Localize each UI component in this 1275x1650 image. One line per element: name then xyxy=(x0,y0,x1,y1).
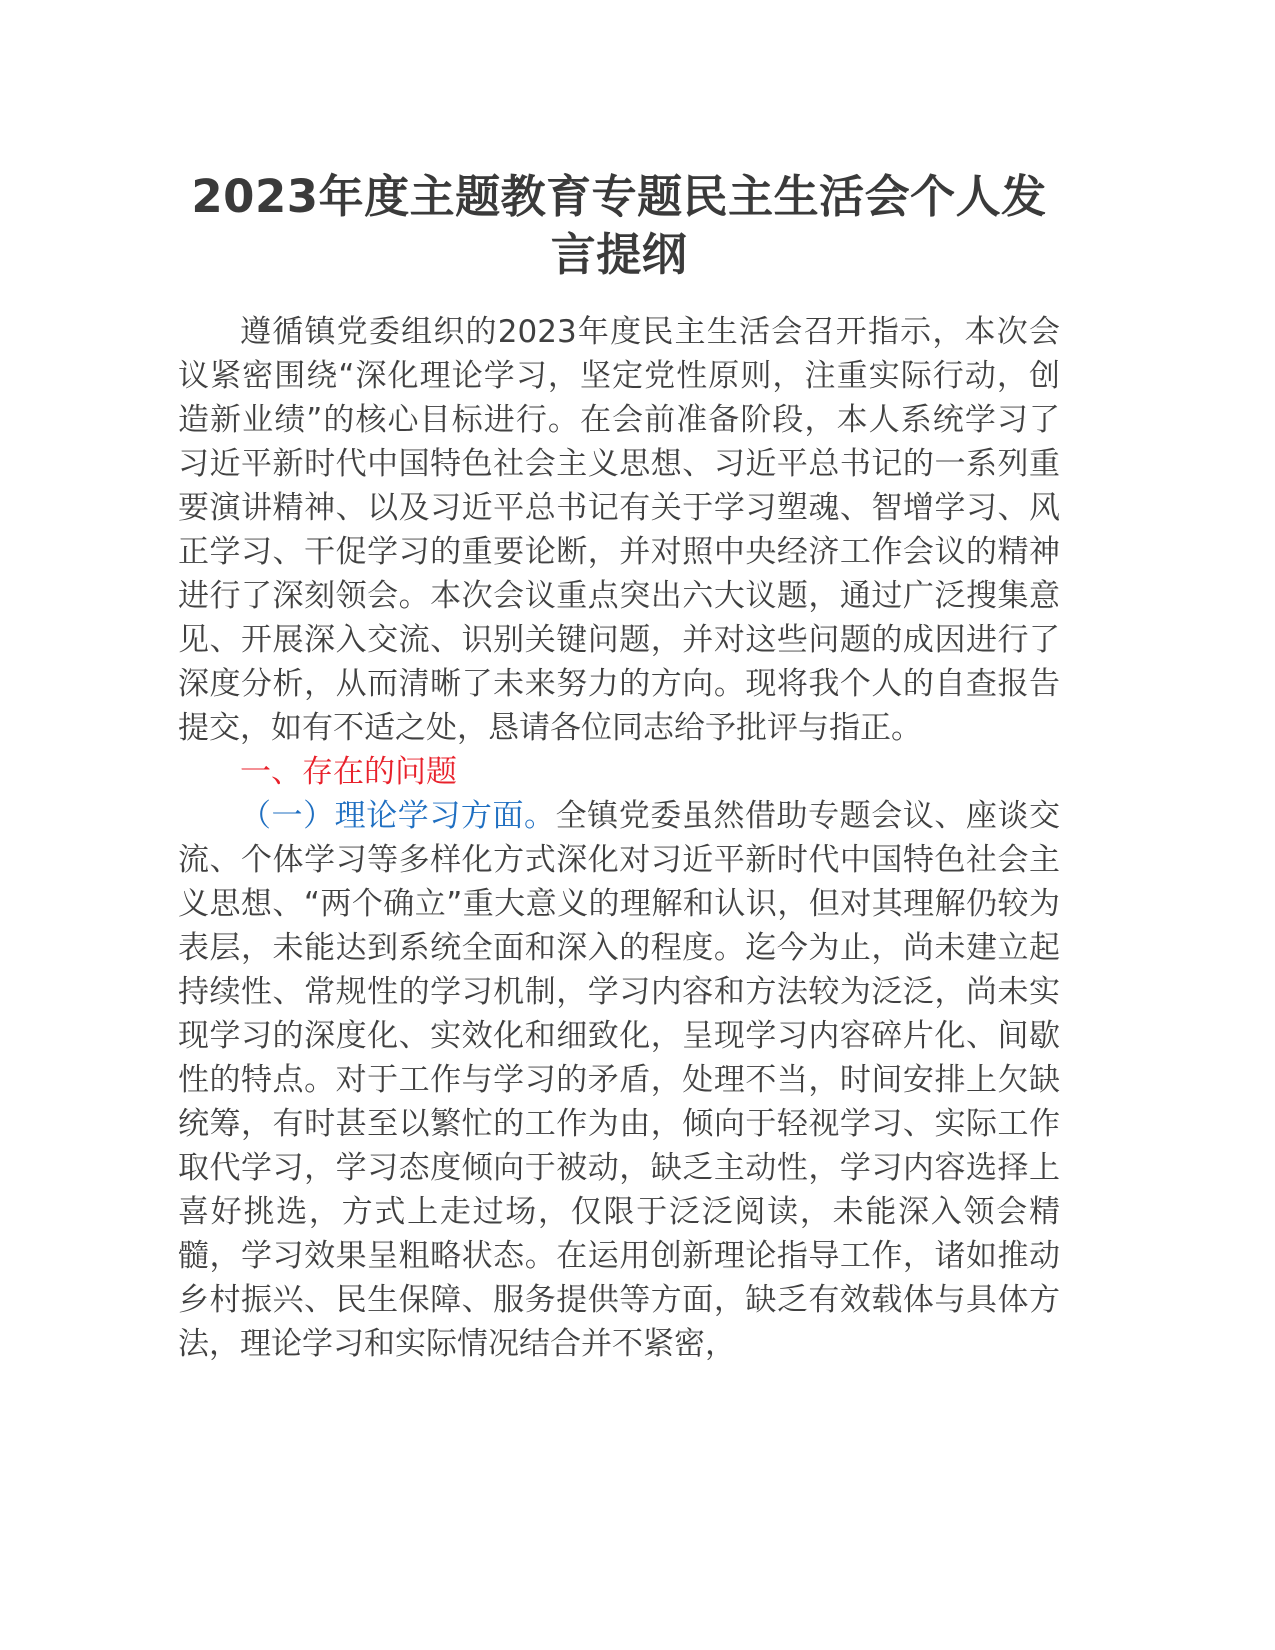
theory-study-paragraph xyxy=(178,794,1060,1366)
intro-paragraph: 遵循镇党委组织的2023年度民主生活会召开指示，本次会议紧密围绕“深化理论学习，坚定党性原则，注重实际行动，创造新业绩”的核心目标进行。在会前准备阶段，本人系统学习了习近平新时代中国特色社会主义思想、习近平总书记的一系列重要演讲精神、以及习近平总书记有关于学习塑魂、智增学习、风正学习、干促学习的重要论断，并对照中央经济工作会议的精神进行了深刻领会。本次会议重点突出六大议题，通过广泛搜集意见、开展深入交流、识别关键问题，并对这些问题的成因进行了深度分析，从而清晰了未来努力的方向。现将我个人的自查报告提交，如有不适之处，恳请各位同志给予批评与指正。 xyxy=(178,314,1060,746)
document-title: 2023年度主题教育专题民主生活会个人发言提纲 xyxy=(191,170,1047,281)
document-page xyxy=(178,168,1060,1366)
subsection-heading-theory-study: （一）理论学习方面。 xyxy=(240,798,556,834)
section-heading-problems: 一、存在的问题 xyxy=(240,754,457,790)
theory-study-text: 全镇党委虽然借助专题会议、座谈交流、个体学习等多样化方式深化对习近平新时代中国特色社会主义思想、“两个确立”重大意义的理解和认识，但对其理解仍较为表层，未能达到系统全面和深入的程度。迄今为止，尚未建立起持续性、常规性的学习机制，学习内容和方法较为泛泛，尚未实现学习的深度化、实效化和细致化，呈现学习内容碎片化、间歇性的特点。对于工作与学习的矛盾，处理不当，时间安排上欠缺统筹，有时甚至以繁忙的工作为由，倾向于轻视学习、实际工作取代学习，学习态度倾向于被动，缺乏主动性，学习内容选择上喜好挑选，方式上走过场，仅限于泛泛阅读，未能深入领会精髓，学习效果呈粗略状态。在运用创新理论指导工作，诸如推动乡村振兴、民生保障、服务提供等方面，缺乏有效载体与具体方法，理论学习和实际情况结合并不紧密， xyxy=(178,798,1061,1362)
